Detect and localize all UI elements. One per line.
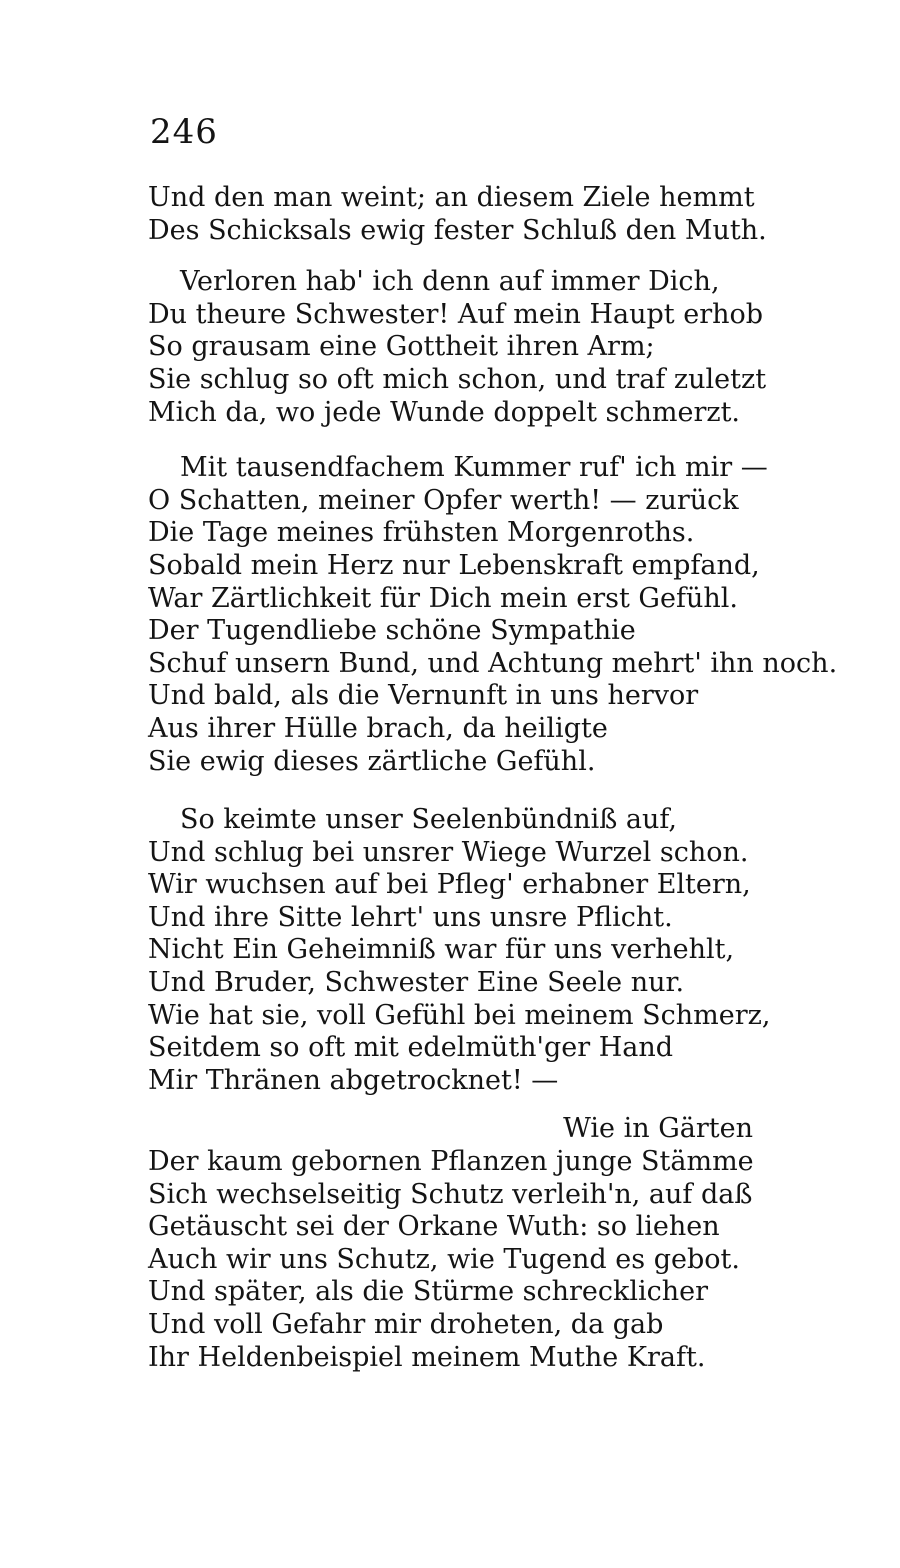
stanza-1 xyxy=(148,182,808,247)
verse-line: Schuf unsern Bund, und Achtung mehrt' ihn noch. xyxy=(148,647,838,679)
verse-line: O Schatten, meiner Opfer werth! — zurück xyxy=(148,484,739,516)
verse-line: Du theure Schwester! Auf mein Haupt erhob xyxy=(148,298,764,330)
verse-line: Mir Thränen abgetrocknet! — xyxy=(148,1064,559,1096)
verse-line: Getäuscht sei der Orkane Wuth: so liehen xyxy=(148,1211,720,1243)
verse-line: Wir wuchsen auf bei Pfleg' erhabner Eltern, xyxy=(148,869,751,901)
verse-line: Und später, als die Stürme schrecklicher xyxy=(148,1276,709,1308)
verse-line: Sie schlug so oft mich schon, und traf zuletzt xyxy=(148,363,767,395)
verse-line: Der Tugendliebe schöne Sympathie xyxy=(148,615,636,647)
verse-line: Und den man weint; an diesem Ziele hemmt xyxy=(148,182,755,213)
verse-line: Und bald, als die Vernunft in uns hervor xyxy=(148,680,699,712)
verse-line: So keimte unser Seelenbündniß auf, xyxy=(180,804,677,836)
verse-line: Ihr Heldenbeispiel meinem Muthe Kraft. xyxy=(148,1341,706,1373)
stanza-4 xyxy=(148,804,808,1097)
verse-line: Des Schicksals ewig fester Schluß den Muth. xyxy=(148,214,767,246)
verse-line: War Zärtlichkeit für Dich mein erst Gefühl. xyxy=(148,582,738,614)
stanza-2 xyxy=(148,266,808,429)
verse-line: Und ihre Sitte lehrt' uns unsre Pflicht. xyxy=(148,901,673,933)
verse-line: Und Bruder, Schwester Eine Seele nur. xyxy=(148,967,685,999)
verse-line: Der kaum gebornen Pflanzen junge Stämme xyxy=(148,1146,754,1178)
verse-line: Die Tage meines frühsten Morgenroths. xyxy=(148,517,695,549)
verse-line: Sobald mein Herz nur Lebenskraft empfand, xyxy=(148,549,760,581)
verse-line: Mich da, wo jede Wunde doppelt schmerzt. xyxy=(148,396,741,428)
verse-line: Mit tausendfachem Kummer ruf' ich mir — xyxy=(180,452,768,484)
verse-line: Seitdem so oft mit edelmüth'ger Hand xyxy=(148,1032,674,1064)
verse-line: Und voll Gefahr mir droheten, da gab xyxy=(148,1309,664,1340)
verse-line: Sich wechselseitig Schutz verleih'n, auf daß xyxy=(148,1178,753,1210)
verse-line: Auch wir uns Schutz, wie Tugend es gebot. xyxy=(148,1243,740,1275)
poem-text xyxy=(148,182,838,1374)
verse-line: Sie ewig dieses zärtliche Gefühl. xyxy=(148,745,596,777)
stanza-5 xyxy=(148,1113,808,1374)
page-number: 246 xyxy=(150,112,218,152)
verse-line: Aus ihrer Hülle brach, da heiligte xyxy=(148,712,608,744)
verse-line-continuation: Wie in Gärten xyxy=(563,1113,753,1145)
verse-line: So grausam eine Gottheit ihren Arm; xyxy=(148,331,655,363)
verse-line: Nicht Ein Geheimniß war für uns verhehlt, xyxy=(148,934,735,966)
verse-line: Und schlug bei unsrer Wiege Wurzel schon. xyxy=(148,836,749,868)
verse-line: Verloren hab' ich denn auf immer Dich, xyxy=(180,266,720,298)
stanza-3 xyxy=(148,452,838,778)
verse-line: Wie hat sie, voll Gefühl bei meinem Schmerz, xyxy=(148,999,771,1031)
